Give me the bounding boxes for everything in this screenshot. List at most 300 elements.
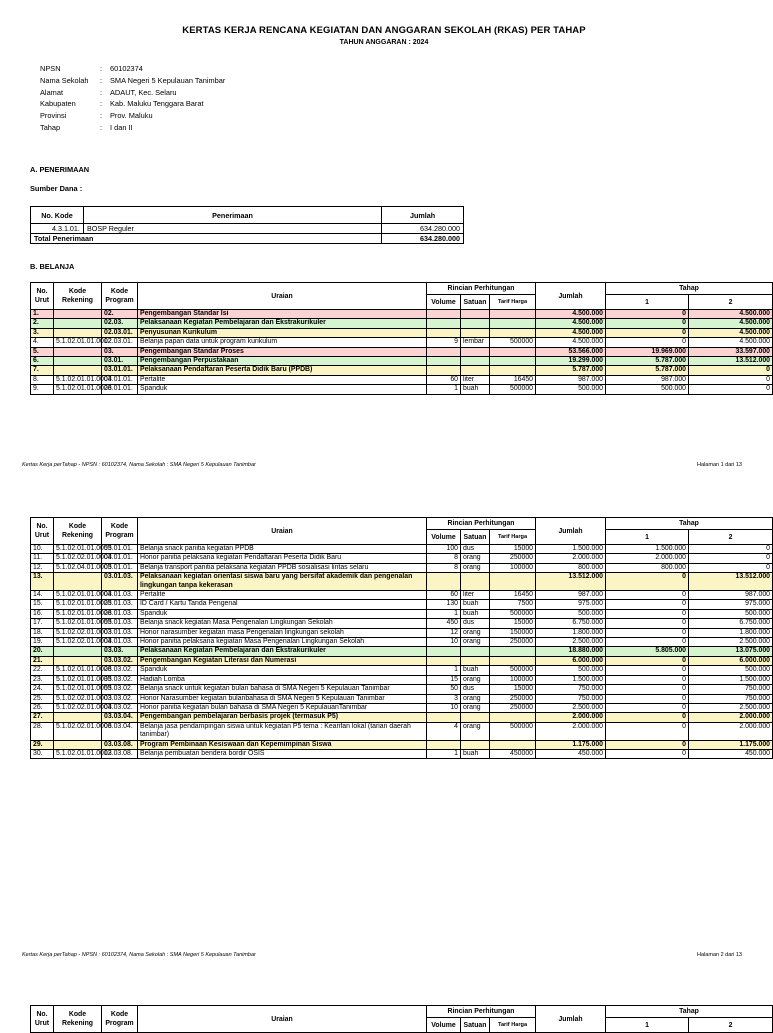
col-header-tahap-1: 1 xyxy=(606,530,689,545)
cell-kode-rekening xyxy=(54,328,102,337)
info-value: ADAUT, Kec. Selaru xyxy=(110,87,177,97)
cell-jumlah: 634.280.000 xyxy=(382,224,464,234)
table-row xyxy=(31,749,773,758)
cell-kode-rekening: 5.1.02.02.01.0004 xyxy=(54,703,102,712)
cell-kode-program: 03.01.03. xyxy=(102,619,138,628)
cell-tahap-1: 5.787.000 xyxy=(606,357,689,366)
col-header-volume: Volume xyxy=(427,530,461,545)
section-a-heading: A. PENERIMAAN xyxy=(30,165,90,174)
cell-kode-program: 03.01.03. xyxy=(102,628,138,637)
cell-kode-rekening: 5.1.02.01.01.0025 xyxy=(54,600,102,609)
cell-no-urut: 5. xyxy=(31,347,54,356)
cell-jumlah: 975.000 xyxy=(536,600,606,609)
cell-volume: 60 xyxy=(427,591,461,600)
cell-uraian: Pertalite xyxy=(138,591,427,600)
cell-kode-rekening: 5.1.02.04.01.0005 xyxy=(54,563,102,572)
col-header-uraian: Uraian xyxy=(138,283,427,310)
info-row: Nama Sekolah : SMA Negeri 5 Kepulauan Tanimbar xyxy=(40,75,226,85)
table-row xyxy=(31,328,773,337)
cell-tahap-2: 975.000 xyxy=(689,600,773,609)
cell-no-urut: 26. xyxy=(31,703,54,712)
cell-tahap-1: 0 xyxy=(606,675,689,684)
info-row: Alamat : ADAUT, Kec. Selaru xyxy=(40,87,225,99)
cell-no-urut: 10. xyxy=(31,545,54,554)
cell-tahap-2: 0 xyxy=(689,554,773,563)
cell-kode-program: 03.03.04. xyxy=(102,722,138,740)
cell-kode-program: 03.01.01. xyxy=(102,366,138,375)
cell-no-urut: 23. xyxy=(31,675,54,684)
table-row xyxy=(31,647,773,656)
cell-no-urut: 6. xyxy=(31,357,54,366)
cell-kode-program: 03.03.02. xyxy=(102,675,138,684)
table-row xyxy=(31,685,773,694)
cell-no-urut: 19. xyxy=(31,638,54,647)
table-row xyxy=(31,638,773,647)
cell-tahap-1: 0 xyxy=(606,740,689,749)
cell-no-urut: 17. xyxy=(31,619,54,628)
cell-jumlah: 1.175.000 xyxy=(536,740,606,749)
cell-volume xyxy=(427,366,461,375)
cell-no-urut: 28. xyxy=(31,722,54,740)
cell-jumlah: 500.000 xyxy=(536,666,606,675)
cell-tahap-1: 0 xyxy=(606,573,689,591)
col-header-kode-rekening: Kode Rekening xyxy=(54,283,102,310)
col-header-tahap-2: 2 xyxy=(689,1018,773,1033)
cell-uraian: Belanja papan data untuk program kurikulum xyxy=(138,338,427,347)
table-row xyxy=(31,619,773,628)
cell-uraian: Honor panitia pelaksana kegiatan Pendaftaran Peserta Didik Baru xyxy=(138,554,427,563)
info-row: Provinsi : Prov. Maluku xyxy=(40,110,225,122)
cell-satuan: lembar xyxy=(461,338,490,347)
cell-kode-program: 03.01.03. xyxy=(102,600,138,609)
cell-volume xyxy=(427,573,461,591)
cell-no-urut: 16. xyxy=(31,609,54,618)
cell-kode-rekening xyxy=(54,573,102,591)
cell-uraian: Pengembangan Kegiatan Literasi dan Numerasi xyxy=(138,656,427,665)
cell-satuan: dus xyxy=(461,685,490,694)
cell-volume xyxy=(427,357,461,366)
cell-uraian: Pelaksanaan Pendaftaran Peserta Didik Baru (PPDB) xyxy=(138,366,427,375)
col-header-no-urut: No. Urut xyxy=(31,283,54,310)
cell-kode-program: 03.01.01. xyxy=(102,375,138,384)
cell-tarif: 500000 xyxy=(490,338,536,347)
cell-satuan xyxy=(461,740,490,749)
col-header-tarif: Tarif Harga xyxy=(490,1018,536,1033)
cell-kode-program: 03.03.08. xyxy=(102,749,138,758)
cell-no-urut: 12. xyxy=(31,563,54,572)
cell-jumlah: 750.000 xyxy=(536,694,606,703)
info-value: Kab. Maluku Tenggara Barat xyxy=(110,99,204,109)
info-label: Nama Sekolah xyxy=(40,75,89,85)
cell-volume: 3 xyxy=(427,694,461,703)
cell-tarif: 15000 xyxy=(490,685,536,694)
cell-tahap-1: 0 xyxy=(606,703,689,712)
col-header-kode-rekening: Kode Rekening xyxy=(54,1006,102,1033)
col-header-jumlah: Jumlah xyxy=(536,518,606,545)
cell-volume: 10 xyxy=(427,638,461,647)
col-header-tahap: Tahap xyxy=(606,518,773,530)
cell-tahap-2: 2.500.000 xyxy=(689,638,773,647)
cell-tahap-2: 4.500.000 xyxy=(689,328,773,337)
cell-no-urut: 11. xyxy=(31,554,54,563)
cell-kode-rekening: 5.1.02.01.01.0026 xyxy=(54,666,102,675)
cell-tahap-2: 6.750.000 xyxy=(689,619,773,628)
col-header-kode-rekening: Kode Rekening xyxy=(54,518,102,545)
cell-tahap-2: 1.500.000 xyxy=(689,675,773,684)
cell-jumlah: 2.000.000 xyxy=(536,713,606,722)
cell-satuan xyxy=(461,347,490,356)
cell-tahap-1: 0 xyxy=(606,656,689,665)
cell-uraian: Belanja jasa pendampingan siswa untuk kegiatan P5 tema : Kearifan lokal (tarian daerah tanimbar) xyxy=(138,722,427,740)
cell-tahap-1: 0 xyxy=(606,619,689,628)
cell-tahap-2: 2.000.000 xyxy=(689,713,773,722)
cell-tahap-1: 0 xyxy=(606,628,689,637)
belanja-table-page-2 xyxy=(30,517,773,759)
cell-kode-rekening: 5.1.02.02.01.0004 xyxy=(54,554,102,563)
cell-kode-rekening xyxy=(54,740,102,749)
cell-volume: 9 xyxy=(427,338,461,347)
total-row xyxy=(31,234,464,244)
cell-tahap-2: 750.000 xyxy=(689,694,773,703)
cell-volume: 8 xyxy=(427,554,461,563)
col-header-satuan: Satuan xyxy=(461,295,490,310)
cell-kode-program: 02.03. xyxy=(102,319,138,328)
col-header-jumlah: Jumlah xyxy=(536,1006,606,1033)
cell-jumlah: 500.000 xyxy=(536,609,606,618)
cell-kode-program: 02.03.01. xyxy=(102,338,138,347)
cell-kode-rekening xyxy=(54,357,102,366)
cell-volume: 50 xyxy=(427,685,461,694)
info-value: I dan II xyxy=(110,122,133,132)
cell-tarif: 7500 xyxy=(490,600,536,609)
cell-tahap-1: 800.000 xyxy=(606,563,689,572)
cell-kode: 4.3.1.01. xyxy=(31,224,84,234)
cell-kode-program: 03.01. xyxy=(102,357,138,366)
table-row xyxy=(31,573,773,591)
cell-tahap-2: 4.500.000 xyxy=(689,338,773,347)
cell-kode-rekening: 5.1.02.02.01.0004 xyxy=(54,638,102,647)
cell-tahap-2: 33.597.000 xyxy=(689,347,773,356)
cell-uraian: Belanja snack untuk kegiatan bulan bahasa di SMA Negeri 5 Kepulauan Tanimbar xyxy=(138,685,427,694)
cell-no-urut: 8. xyxy=(31,375,54,384)
cell-no-urut: 24. xyxy=(31,685,54,694)
cell-tahap-2: 4.500.000 xyxy=(689,319,773,328)
cell-kode-rekening: 5.1.02.02.01.0006 xyxy=(54,722,102,740)
cell-no-urut: 27. xyxy=(31,713,54,722)
cell-volume: 1 xyxy=(427,749,461,758)
cell-uraian: Pelaksanaan Kegiatan Pembelajaran dan Ekstrakurikuler xyxy=(138,647,427,656)
cell-tahap-1: 0 xyxy=(606,749,689,758)
col-header-uraian: Uraian xyxy=(138,1006,427,1033)
cell-no-urut: 14. xyxy=(31,591,54,600)
col-header-volume: Volume xyxy=(427,1018,461,1033)
cell-kode-program: 03.01.03. xyxy=(102,609,138,618)
cell-volume: 1 xyxy=(427,385,461,394)
cell-volume: 1 xyxy=(427,666,461,675)
cell-tahap-1: 0 xyxy=(606,685,689,694)
cell-tarif: 16450 xyxy=(490,591,536,600)
cell-tahap-1: 0 xyxy=(606,600,689,609)
cell-no-urut: 15. xyxy=(31,600,54,609)
cell-satuan: buah xyxy=(461,666,490,675)
col-header-tahap-1: 1 xyxy=(606,1018,689,1033)
cell-kode-program: 03.03.04. xyxy=(102,713,138,722)
total-label: Total Penerimaan xyxy=(31,234,382,244)
cell-tahap-2: 500.000 xyxy=(689,609,773,618)
cell-jumlah: 13.512.000 xyxy=(536,573,606,591)
cell-tahap-2: 0 xyxy=(689,385,773,394)
cell-volume xyxy=(427,310,461,319)
table-row xyxy=(31,357,773,366)
cell-tahap-1: 500.000 xyxy=(606,385,689,394)
cell-tahap-1: 1.500.000 xyxy=(606,545,689,554)
cell-kode-rekening xyxy=(54,310,102,319)
info-label: NPSN xyxy=(40,64,61,73)
col-header-kode-program: Kode Program xyxy=(102,518,138,545)
cell-jumlah: 53.566.000 xyxy=(536,347,606,356)
cell-tahap-2: 0 xyxy=(689,545,773,554)
cell-uraian: Program Pembinaan Kesiswaan dan Kepemimpinan Siswa xyxy=(138,740,427,749)
cell-uraian: Pengembangan Standar Proses xyxy=(138,347,427,356)
table-row xyxy=(31,666,773,675)
table-row xyxy=(31,628,773,637)
cell-tarif: 250000 xyxy=(490,554,536,563)
cell-jumlah: 18.880.000 xyxy=(536,647,606,656)
cell-uraian: Pengembangan Perpustakaan xyxy=(138,357,427,366)
info-label: Kabupaten xyxy=(40,99,76,109)
cell-tarif: 250000 xyxy=(490,694,536,703)
cell-kode-program: 03. xyxy=(102,347,138,356)
cell-jumlah: 2.000.000 xyxy=(536,554,606,563)
cell-satuan: buah xyxy=(461,609,490,618)
table-row xyxy=(31,319,773,328)
info-label: Provinsi xyxy=(40,111,67,121)
cell-tarif: 500000 xyxy=(490,609,536,618)
cell-tahap-2: 13.512.000 xyxy=(689,573,773,591)
table-row xyxy=(31,224,464,234)
cell-tahap-2: 6.000.000 xyxy=(689,656,773,665)
cell-no-urut: 4. xyxy=(31,338,54,347)
cell-volume: 4 xyxy=(427,722,461,740)
cell-tahap-1: 0 xyxy=(606,638,689,647)
cell-kode-rekening: 5.1.02.01.01.0012 xyxy=(54,749,102,758)
cell-tahap-2: 0 xyxy=(689,563,773,572)
table-row xyxy=(31,740,773,749)
cell-tarif: 250000 xyxy=(490,638,536,647)
cell-uraian: Spanduk xyxy=(138,666,427,675)
col-header-no-kode: No. Kode xyxy=(31,207,84,224)
cell-satuan: liter xyxy=(461,591,490,600)
cell-tahap-1: 0 xyxy=(606,722,689,740)
cell-kode-rekening xyxy=(54,713,102,722)
cell-tarif: 500000 xyxy=(490,722,536,740)
cell-uraian: Penyusunan Kurikulum xyxy=(138,328,427,337)
cell-tarif: 16450 xyxy=(490,375,536,384)
cell-tarif xyxy=(490,366,536,375)
cell-tahap-1: 0 xyxy=(606,338,689,347)
cell-uraian: Belanja snack kegiatan Masa Pengenalan Lingkungan Sekolah xyxy=(138,619,427,628)
cell-tahap-2: 2.000.000 xyxy=(689,722,773,740)
cell-uraian: Pelaksanaan kegiatan orientasi siswa baru yang bersifat akademik dan pengenalan lingkungan tanpa kekerasan xyxy=(138,573,427,591)
cell-jumlah: 2.000.000 xyxy=(536,722,606,740)
cell-jumlah: 4.500.000 xyxy=(536,310,606,319)
col-header-tahap-2: 2 xyxy=(689,295,773,310)
cell-uraian: Pengembangan pembelajaran berbasis projek (termasuk P5) xyxy=(138,713,427,722)
cell-volume: 12 xyxy=(427,628,461,637)
table-row xyxy=(31,338,773,347)
cell-jumlah: 4.500.000 xyxy=(536,319,606,328)
cell-jumlah: 6.750.000 xyxy=(536,619,606,628)
cell-satuan: orang xyxy=(461,694,490,703)
cell-uraian: Spanduk xyxy=(138,385,427,394)
cell-uraian: Pertalite xyxy=(138,375,427,384)
cell-tarif: 150000 xyxy=(490,628,536,637)
total-value: 634.280.000 xyxy=(382,234,464,244)
cell-kode-rekening xyxy=(54,347,102,356)
col-header-uraian: Uraian xyxy=(138,518,427,545)
cell-satuan: orang xyxy=(461,703,490,712)
cell-kode-rekening: 5.1.02.01.01.0035 xyxy=(54,675,102,684)
cell-no-urut: 18. xyxy=(31,628,54,637)
col-header-tahap: Tahap xyxy=(606,283,773,295)
cell-no-urut: 30. xyxy=(31,749,54,758)
cell-no-urut: 1. xyxy=(31,310,54,319)
cell-tahap-2: 4.500.000 xyxy=(689,310,773,319)
cell-uraian: Belanja transport panitia pelaksana kegiatan PPDB sosialisasi lintas selaru xyxy=(138,563,427,572)
cell-tarif xyxy=(490,713,536,722)
cell-kode-rekening: 5.1.02.01.01.0012 xyxy=(54,338,102,347)
info-value: Prov. Maluku xyxy=(110,111,153,121)
cell-tahap-1: 5.805.000 xyxy=(606,647,689,656)
table-row xyxy=(31,656,773,665)
cell-kode-program: 03.03.02. xyxy=(102,656,138,665)
school-info xyxy=(40,63,225,134)
cell-satuan xyxy=(461,656,490,665)
cell-satuan xyxy=(461,647,490,656)
cell-tahap-1: 0 xyxy=(606,666,689,675)
cell-uraian: Belanja snack panitia kegiatan PPDB xyxy=(138,545,427,554)
cell-kode-program: 03.01.01. xyxy=(102,563,138,572)
cell-no-urut: 2. xyxy=(31,319,54,328)
cell-tahap-2: 450.000 xyxy=(689,749,773,758)
cell-no-urut: 3. xyxy=(31,328,54,337)
col-header-satuan: Satuan xyxy=(461,1018,490,1033)
page-2-footer-left: Kertas Kerja perTahap - NPSN : 60102374, Nama Sekolah : SMA Negeri 5 Kepulauan Tanimbar xyxy=(22,952,256,958)
cell-jumlah: 1.800.000 xyxy=(536,628,606,637)
col-header-penerimaan: Penerimaan xyxy=(83,207,381,224)
col-header-jumlah: Jumlah xyxy=(382,207,464,224)
cell-satuan xyxy=(461,713,490,722)
cell-volume: 130 xyxy=(427,600,461,609)
cell-tahap-1: 0 xyxy=(606,713,689,722)
cell-tarif xyxy=(490,573,536,591)
cell-tarif: 250000 xyxy=(490,703,536,712)
col-header-tahap: Tahap xyxy=(606,1006,773,1018)
cell-jumlah: 4.500.000 xyxy=(536,338,606,347)
cell-satuan: orang xyxy=(461,722,490,740)
cell-satuan xyxy=(461,319,490,328)
cell-uraian: Belanja pembuatan bendera bordir OSIS xyxy=(138,749,427,758)
cell-tarif xyxy=(490,357,536,366)
table-row xyxy=(31,694,773,703)
cell-jumlah: 2.500.000 xyxy=(536,703,606,712)
cell-volume: 8 xyxy=(427,563,461,572)
info-value: 60102374 xyxy=(110,64,143,73)
page-2-footer-right: Halaman 2 dari 13 xyxy=(697,952,742,958)
section-b-heading: B. BELANJA xyxy=(30,262,75,271)
cell-volume: 15 xyxy=(427,675,461,684)
cell-kode-program: 03.03. xyxy=(102,647,138,656)
cell-tarif xyxy=(490,347,536,356)
cell-kode-rekening: 5.1.02.02.01.0003 xyxy=(54,628,102,637)
cell-kode-rekening xyxy=(54,656,102,665)
cell-volume: 10 xyxy=(427,703,461,712)
col-header-volume: Volume xyxy=(427,295,461,310)
cell-kode-program: 02.03.01. xyxy=(102,328,138,337)
belanja-table-page-1 xyxy=(30,282,773,395)
table-row xyxy=(31,591,773,600)
cell-tarif: 15000 xyxy=(490,545,536,554)
cell-kode-program: 03.01.03. xyxy=(102,591,138,600)
cell-uraian: Honor Narasumber kegiatan bulanbahasa di SMA Negeri 5 Kepulauan Tanimbar xyxy=(138,694,427,703)
cell-jumlah: 750.000 xyxy=(536,685,606,694)
cell-volume xyxy=(427,647,461,656)
cell-volume: 60 xyxy=(427,375,461,384)
cell-tarif xyxy=(490,647,536,656)
cell-uraian: Honor panitia pelaksana kegiatan Masa Pengenalan Lingkungan Sekolah xyxy=(138,638,427,647)
document-subtitle: TAHUN ANGGARAN : 2024 xyxy=(339,39,429,46)
belanja-table-page-3 xyxy=(30,1005,773,1033)
cell-satuan xyxy=(461,357,490,366)
cell-kode-rekening: 5.1.02.01.01.0004 xyxy=(54,591,102,600)
cell-tahap-2: 750.000 xyxy=(689,685,773,694)
cell-no-urut: 29. xyxy=(31,740,54,749)
cell-uraian: Pengembangan Standar Isi xyxy=(138,310,427,319)
cell-jumlah: 4.500.000 xyxy=(536,328,606,337)
info-row: NPSN : 60102374 xyxy=(40,63,225,75)
cell-no-urut: 9. xyxy=(31,385,54,394)
cell-volume: 100 xyxy=(427,545,461,554)
cell-tahap-1: 0 xyxy=(606,319,689,328)
penerimaan-table xyxy=(30,206,464,244)
col-header-rincian: Rincian Perhitungan xyxy=(427,283,536,295)
cell-kode-program: 02. xyxy=(102,310,138,319)
cell-tarif xyxy=(490,656,536,665)
cell-tahap-1: 5.787.000 xyxy=(606,366,689,375)
cell-tahap-1: 19.969.000 xyxy=(606,347,689,356)
table-row xyxy=(31,675,773,684)
cell-no-urut: 7. xyxy=(31,366,54,375)
table-row xyxy=(31,375,773,384)
cell-satuan: orang xyxy=(461,675,490,684)
cell-jumlah: 987.000 xyxy=(536,591,606,600)
cell-tahap-1: 2.000.000 xyxy=(606,554,689,563)
cell-volume xyxy=(427,319,461,328)
cell-tarif: 100000 xyxy=(490,563,536,572)
cell-kode-program: 03.01.01. xyxy=(102,554,138,563)
cell-kode-program: 03.01.03. xyxy=(102,638,138,647)
cell-kode-program: 03.01.03. xyxy=(102,573,138,591)
cell-tarif xyxy=(490,319,536,328)
info-row: Kabupaten : Kab. Maluku Tenggara Barat xyxy=(40,98,225,110)
cell-volume: 450 xyxy=(427,619,461,628)
cell-kode-rekening: 5.1.02.01.01.0055 xyxy=(54,685,102,694)
cell-kode-program: 03.01.01. xyxy=(102,545,138,554)
cell-no-urut: 13. xyxy=(31,573,54,591)
cell-tahap-2: 987.000 xyxy=(689,591,773,600)
page-1-footer-right: Halaman 1 dari 13 xyxy=(697,462,742,468)
page-1-footer-left: Kertas Kerja perTahap - NPSN : 60102374, Nama Sekolah : SMA Negeri 5 Kepulauan Tanimbar xyxy=(22,462,256,468)
